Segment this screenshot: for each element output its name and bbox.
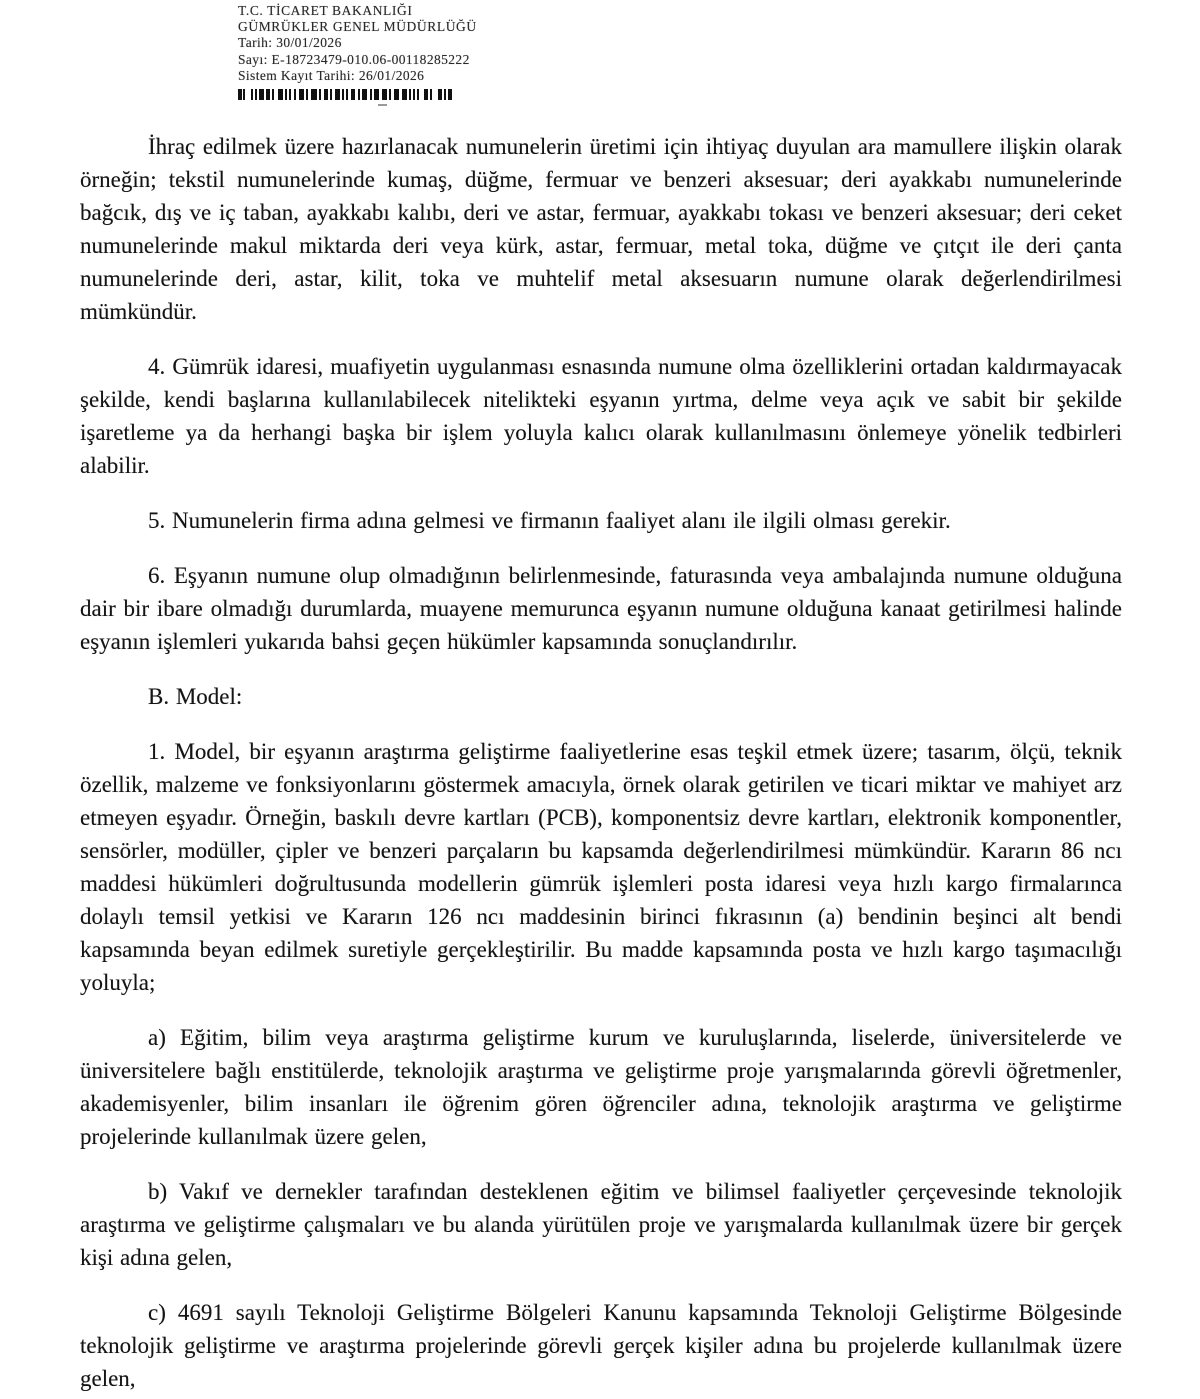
system-registration-date: Sistem Kayıt Tarihi: 26/01/2026 bbox=[238, 67, 425, 83]
paragraph-item-4: 4. Gümrük idaresi, muafiyetin uygulanması esnasında numune olma özelliklerini ortadan kaldırmayacak şekilde, kendi başlarına kullanılabilecek nitelikteki eşyanın yırtma, delme veya açık ve sabit bir şekilde işaretleme ya da herhangi başka bir işlem yoluyla kalıcı olarak kullanılmasını önlemeye yönelik tedbirleri alabilir. bbox=[80, 354, 1122, 478]
directorate-name: GÜMRÜKLER GENEL MÜDÜRLÜĞÜ bbox=[238, 19, 477, 35]
section-b-model-heading: B. Model: bbox=[148, 684, 243, 709]
document-number: Sayı: E-18723479-010.06-00118285222 bbox=[238, 51, 470, 67]
paragraph-model-item-1: 1. Model, bir eşyanın araştırma geliştirme faaliyetlerine esas teşkil etmek üzere; tasarım, ölçü, teknik özellik, malzeme ve fonksiyonlarını göstermek amacıyla, örnek olarak getirilen ve ticari miktar ve mahiyet arz etmeyen eşyadır. Örneğin, baskılı devre kartları (PCB), komponentsiz devre kartları, elektronik komponentler, sensörler, modüller, çipler ve benzeri parçaların bu kapsamda değerlendirilmesi mümkündür. Kararın 86 ncı maddesi hükümleri doğrultusunda modellerin gümrük işlemleri posta idaresi veya hızlı kargo firmalarınca dolaylı temsil yetkisi ve Kararın 126 ncı maddesinin birinci fıkrasının (a) bendinin beşinci alt bendi kapsamında beyan edilmek suretiyle gerçekleştirilir. Bu madde kapsamında posta ve hızlı kargo taşımacılığı yoluyla; bbox=[80, 739, 1122, 995]
letterhead bbox=[238, 3, 477, 101]
paragraph-subitem-a: a) Eğitim, bilim veya araştırma geliştirme kurum ve kuruluşlarında, liselerde, üniversitelerde ve üniversitelere bağlı enstitülerde, teknolojik araştırma ve geliştirme proje yarışmalarında görevli öğretmenler, akademisyenler, bilim insanları ile öğrenim gören öğrenciler adına, teknolojik araştırma ve geliştirme projelerinde kullanılmak üzere gelen, bbox=[80, 1025, 1122, 1149]
paragraph-subitem-b: b) Vakıf ve dernekler tarafından desteklenen eğitim ve bilimsel faaliyetler çerçevesinde teknolojik araştırma ve geliştirme çalışmaları ve bu alanda yürütülen proje ve yarışmalarda kullanılmak üzere bir gerçek kişi adına gelen, bbox=[80, 1179, 1122, 1270]
document-date: Tarih: 30/01/2026 bbox=[238, 35, 342, 51]
barcode-icon bbox=[238, 89, 472, 101]
paragraph-subitem-c: c) 4691 sayılı Teknoloji Geliştirme Bölgeleri Kanunu kapsamında Teknoloji Geliştirme Bölgesinde teknolojik geliştirme ve araştırma projelerinde görevli gerçek kişiler adına bu projelerde kullanılmak üzere gelen, bbox=[80, 1300, 1122, 1391]
paragraph-item-6: 6. Eşyanın numune olup olmadığının belirlenmesinde, faturasında veya ambalajında numune olduğuna dair bir ibare olmadığı durumlarda, muayene memurunca eşyanın numune olduğuna kanaat getirilmesi halinde eşyanın işlemleri yukarıda bahsi geçen hükümler kapsamında sonuçlandırılır. bbox=[80, 563, 1122, 654]
document-body bbox=[80, 130, 1122, 1399]
paragraph-intro-samples: İhraç edilmek üzere hazırlanacak numunelerin üretimi için ihtiyaç duyulan ara mamullere ilişkin olarak örneğin; tekstil numunelerinde kumaş, düğme, fermuar ve benzeri aksesuar; deri ayakkabı numunelerinde bağcık, dış ve iç taban, ayakkabı kalıbı, deri ve astar, fermuar, ayakkabı tokası ve benzeri aksesuar; deri ceket numunelerinde makul miktarda deri veya kürk, astar, fermuar, metal toka, düğme ve çıtçıt ile deri çanta numunelerinde deri, astar, kilit, toka ve muhtelif metal aksesuarın numune olarak değerlendirilmesi mümkündür. bbox=[80, 134, 1122, 324]
barcode-tick-mark bbox=[378, 104, 387, 106]
paragraph-item-5: 5. Numunelerin firma adına gelmesi ve firmanın faaliyet alanı ile ilgili olması gerekir. bbox=[148, 508, 951, 533]
ministry-name: T.C. TİCARET BAKANLIĞI bbox=[238, 3, 413, 18]
